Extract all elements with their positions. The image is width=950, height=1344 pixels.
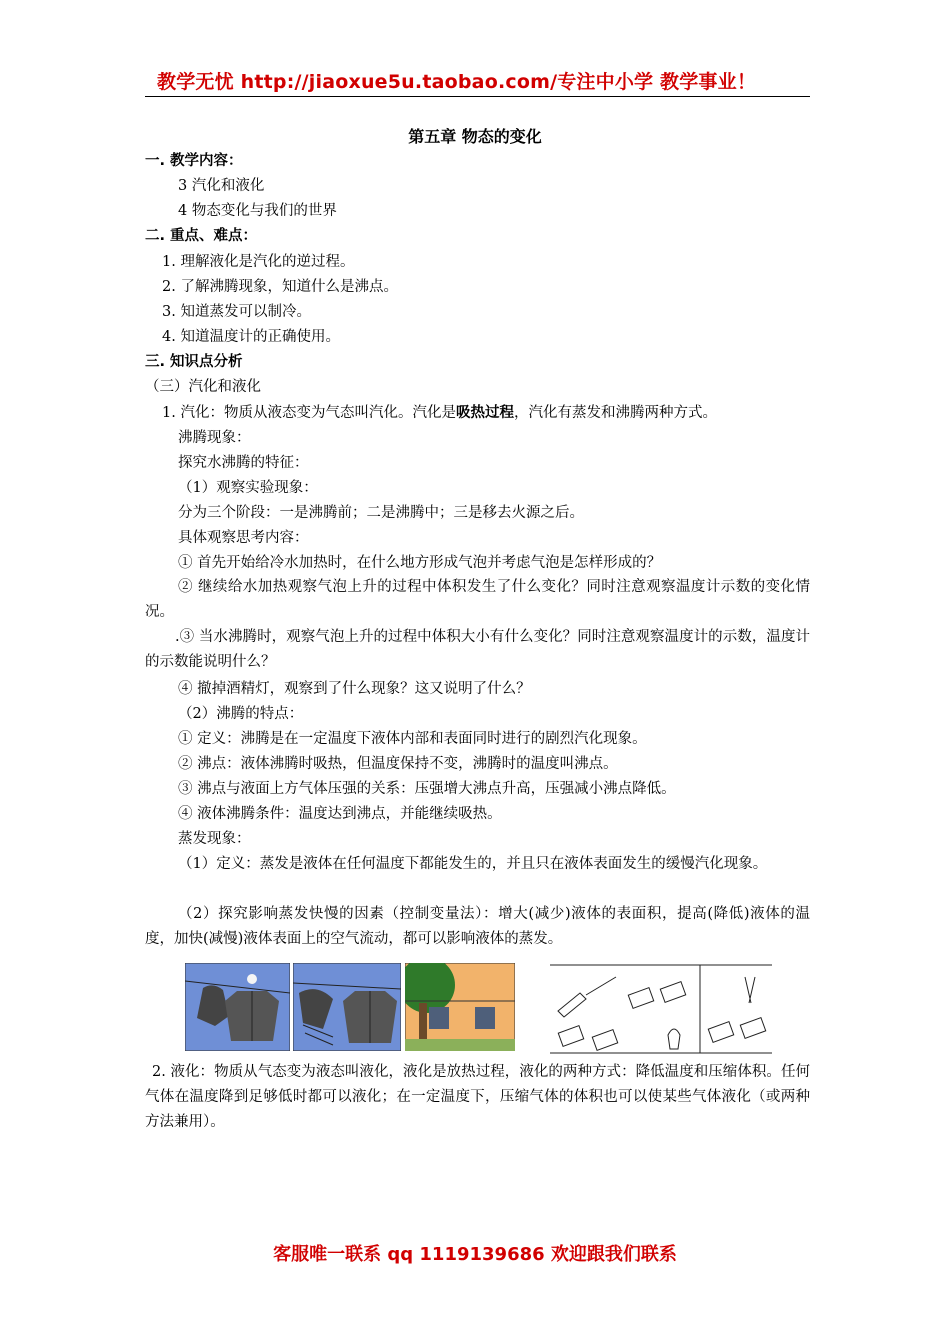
question-1: ① 首先开始给冷水加热时，在什么地方形成气泡并考虑气泡是怎样形成的？ (178, 555, 662, 571)
page-title: 第五章 物态的变化 (408, 127, 542, 146)
page-header (145, 62, 810, 97)
boiling-heading: 沸腾现象： (178, 430, 251, 446)
question-4: ④ 撤掉酒精灯，观察到了什么现象？这又说明了什么？ (178, 681, 531, 697)
section2-item-3: 3. 知道蒸发可以制冷。 (162, 304, 311, 320)
boiling-point: ② 沸点：液体沸腾时吸热，但温度保持不变，沸腾时的温度叫沸点。 (178, 756, 618, 772)
header-text: 教学无忧 http://jiaoxue5u.taobao.com/专注中小学 教学事业！ (157, 71, 757, 93)
boiling-pressure: ③ 沸点与液面上方气体压强的关系：压强增大沸点升高，压强减小沸点降低。 (178, 781, 676, 797)
evaporation-factors: （2）探究影响蒸发快慢的因素（控制变量法）：增大(减少)液体的表面积，提高(降低)液体的温度，加快(减慢)液体表面上的空气流动，都可以影响液体的蒸发。 (145, 906, 810, 947)
figure-jacket-sun (185, 963, 290, 1051)
evaporation-definition: （1）定义：蒸发是液体在任何温度下都能发生的，并且只在液体表面发生的缓慢汽化现象。 (178, 856, 768, 872)
vaporization-bold: 吸热过程 (455, 405, 514, 421)
boiling-explore: 探究水沸腾的特征： (178, 455, 309, 471)
question-3: .③ 当水沸腾时，观察气泡上升的过程中体积大小有什么变化？同时注意观察温度计的示数，温度计的示数能说明什么？ (145, 629, 810, 670)
vaporization-text: 1. 汽化：物质从液态变为气态叫汽化。汽化是 (162, 405, 456, 421)
boiling-condition: ④ 液体沸腾条件：温度达到沸点，并能继续吸热。 (178, 806, 502, 822)
vaporization-text-end: ，汽化有蒸发和沸腾两种方式。 (513, 405, 717, 421)
section1-heading: 一. 教学内容： (145, 153, 243, 169)
section1-item-1: 3 汽化和液化 (178, 178, 265, 194)
observe-heading: （1）观察实验现象： (178, 480, 318, 496)
boiling-features-heading: （2）沸腾的特点： (178, 706, 304, 722)
section2-heading: 二. 重点、难点： (145, 228, 258, 244)
question-2: ② 继续给水加热观察气泡上升的过程中体积发生了什么变化？同时注意观察温度计示数的变化情况。 (145, 579, 810, 620)
liquefaction-definition: 2. 液化：物质从气态变为液态叫液化，液化是放热过程，液化的两种方式：降低温度和压缩体积。任何气体在温度降到足够低时都可以液化；在一定温度下，压缩气体的体积也可以使某些气体液化（或两种方法兼用）。 (145, 1064, 810, 1130)
section2-item-2: 2. 了解沸腾现象，知道什么是沸点。 (162, 279, 398, 295)
section2-item-1: 1. 理解液化是汽化的逆过程。 (162, 254, 355, 270)
figure-jacket-wind (293, 963, 401, 1051)
evaporation-heading: 蒸发现象： (178, 831, 251, 847)
section3-heading: 三. 知识点分析 (145, 354, 243, 370)
boiling-definition: ① 定义：沸腾是在一定温度下液体内部和表面同时进行的剧烈汽化现象。 (178, 731, 647, 747)
figure-tree-shade (405, 963, 515, 1051)
section1-item-2: 4 物态变化与我们的世界 (178, 203, 337, 219)
section2-item-4: 4. 知道温度计的正确使用。 (162, 329, 340, 345)
page-footer: 客服唯一联系 qq 1119139686 欢迎跟我们联系 (273, 1244, 677, 1265)
vaporization-definition (162, 403, 717, 423)
stages-text: 分为三个阶段：一是沸腾前；二是沸腾中；三是移去火源之后。 (178, 505, 584, 521)
section3-subheading: （三）汽化和液化 (145, 379, 261, 395)
observe-content: 具体观察思考内容： (178, 530, 309, 546)
figure-evaporation-experiment (550, 963, 772, 1068)
